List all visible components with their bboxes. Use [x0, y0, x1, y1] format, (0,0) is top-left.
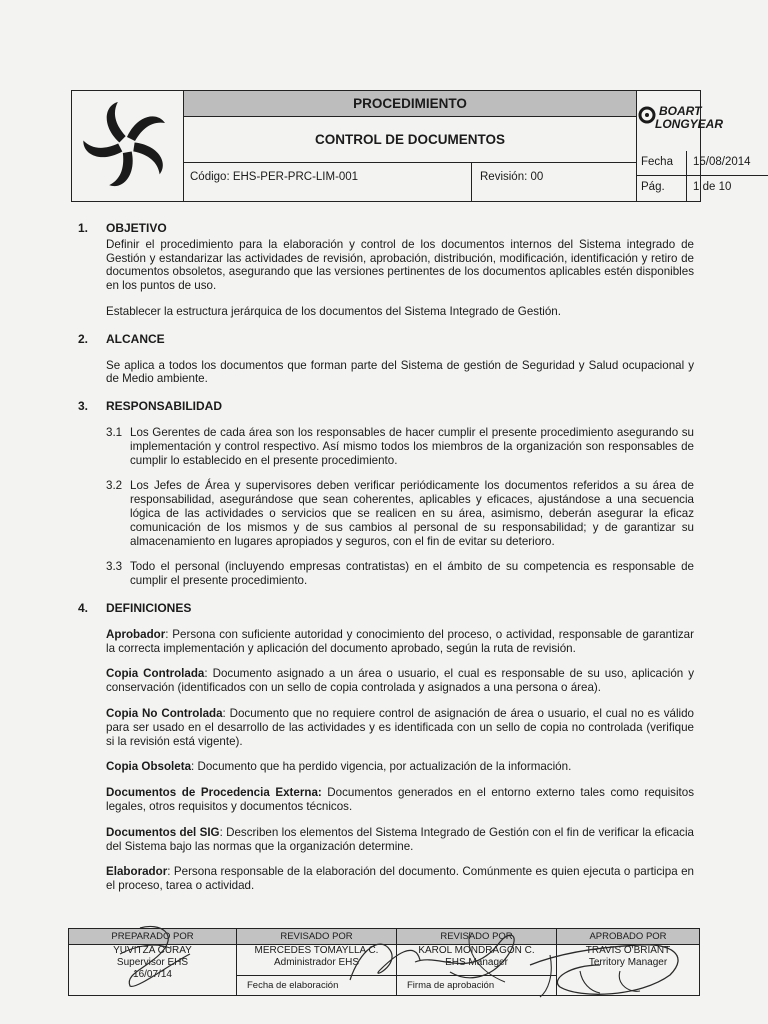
- section-title: ALCANCE: [106, 331, 165, 346]
- term: Copia Obsoleta: [106, 760, 192, 774]
- list-item: [106, 426, 694, 467]
- definition-aprobador: [106, 628, 694, 656]
- item-text: Todo el personal (incluyendo empresas contratistas) en el ámbito de su competencia es responsable de cumplir el presente procedimiento.: [130, 560, 694, 588]
- term: Aprobador: [106, 627, 166, 641]
- fecha-row: [637, 151, 768, 176]
- term: Copia Controlada: [106, 667, 205, 681]
- approved-by-header: APROBADO POR: [557, 929, 699, 945]
- section-title: OBJETIVO: [106, 221, 167, 235]
- item-text: Los Gerentes de cada área son los responsables de hacer cumplir el presente procedimiento asegurando su implementación y control respectivo. Así mismo todos los miembros de la organización son responsables de cumplir lo establecido en el presente procedimiento.: [130, 425, 694, 467]
- item-text: Los Jefes de Área y supervisores deben verificar periódicamente los documentos referidos a su área de responsabilidad, asegurándose que sean coherentes, aplicables y eficaces, ajustándose a una secuencia lógica de las actividades o servicios que se realicen en su área, asimismo, deberán asegurar la eficaz comunicación de los mismos y de sus cambios al personal de su responsabilidad; y de garantizar su almacenamiento en lugares apropiados y seguros, con el fin de evitar su deterioro.: [130, 479, 694, 548]
- document-header: [71, 90, 751, 202]
- item-number: 3.3: [106, 560, 123, 574]
- term: Elaborador: [106, 865, 168, 879]
- document-type: PROCEDIMIENTO: [184, 91, 636, 117]
- definition-copia-controlada: [106, 667, 694, 695]
- reviewed-by-role: Administrador EHS: [273, 957, 360, 968]
- signature-mark: [100, 924, 210, 992]
- section-title: RESPONSABILIDAD: [106, 399, 223, 414]
- definition: Documentos generados en el entorno externo tales como requisitos legales, otros requisitos y documentos técnicos.: [106, 786, 694, 813]
- paragraph: Definir el procedimiento para la elaboración y control de los documentos internos del Sistema integrado de Gestión y estandarizar las actividades de revisión, aprobación, distribución, modificación, identificación y retiro de documentos obsoletos, asegurando que las versiones pertinentes de los documentos aplicables estén disponibles en los puntos de uso.: [106, 237, 694, 293]
- prepared-by-date: 16/07/14: [133, 969, 172, 980]
- section-number: 1.: [78, 221, 89, 235]
- term: Documentos del SIG: [106, 825, 220, 839]
- definition: : Documento que ha perdido vigencia, por actualización de la información.: [191, 760, 572, 774]
- page-value: 1 de 10: [693, 181, 732, 193]
- definition: : Documento que no requiere control de asignación de área o usuario, el cual no es válido para ser usado en el desarrollo de las actividades y es identificada con un sello de copia no controlada (verifique si la revisión está vigente).: [106, 706, 695, 748]
- term: Copia No Controlada: [106, 706, 223, 720]
- reviewed-by-header: REVISADO POR: [237, 929, 396, 945]
- approved-by-role: Territory Manager: [588, 957, 668, 968]
- definition: : Documento asignado a un área o usuario, el cual es responsable de su uso, aplicación y conservación (identificados con un sello de copia controlada y asignados a una persona o área).: [106, 667, 695, 695]
- item-number: 3.1: [106, 425, 123, 439]
- definition-copia-obsoleta: [106, 760, 694, 774]
- definition-copia-no-controlada: [106, 707, 694, 748]
- section-number: 2.: [78, 331, 89, 346]
- document-title: CONTROL DE DOCUMENTOS: [184, 117, 636, 163]
- document-revision: Revisión: 00: [480, 171, 544, 183]
- list-item: [106, 560, 694, 588]
- section-title: DEFINICIONES: [106, 600, 192, 615]
- document-code: Código: EHS-PER-PRC-LIM-001: [184, 163, 472, 201]
- section-definiciones-heading: [78, 602, 694, 616]
- document-body: [78, 222, 694, 893]
- page-label: Pág.: [637, 176, 687, 201]
- term: Documentos de Procedencia Externa:: [106, 786, 322, 800]
- prepared-by-role: Supervisor EHS: [116, 957, 189, 968]
- section-number: 4.: [78, 600, 89, 615]
- prepared-by-name: YUVITZA CURAY: [113, 945, 192, 956]
- definition-procedencia-externa: [106, 786, 694, 814]
- brand-line-2: LONGYEAR: [655, 117, 724, 131]
- approval-signature-label: Firma de aprobación: [397, 975, 556, 995]
- section-responsabilidad-heading: [78, 400, 694, 414]
- list-item: [106, 479, 694, 548]
- definition: : Persona con suficiente autoridad y conocimiento del proceso, o actividad, responsable de garantizar la correcta implementación y aplicación del documento aprobado, según la ruta de revisión.: [106, 627, 694, 655]
- page-row: [637, 176, 768, 201]
- definition-documentos-sig: [106, 826, 694, 854]
- prepared-by-header: PREPARADO POR: [69, 929, 236, 945]
- definition: : Describen los elementos del Sistema Integrado de Gestión con el fin de verificar la eficacia del Sistema bajo las normas que la organización determine.: [106, 825, 694, 853]
- paragraph: Se aplica a todos los documentos que forman parte del Sistema de gestión de Seguridad y Salud ocupacional y de Medio ambiente.: [106, 358, 694, 386]
- section-objetivo-heading: [78, 222, 694, 236]
- fecha-value: 15/08/2014: [693, 156, 751, 168]
- fecha-label: Fecha: [637, 151, 687, 175]
- section-number: 3.: [78, 399, 89, 414]
- section-alcance-heading: [78, 333, 694, 347]
- brand-logo-cell: [636, 91, 724, 151]
- definition: : Persona responsable de la elaboración del documento. Comúnmente es quien ejecuta o participa en el proceso, tarea o actividad.: [106, 865, 694, 893]
- document-meta: [636, 151, 768, 201]
- elaboration-date-label: Fecha de elaboración: [237, 975, 396, 995]
- item-number: 3.2: [106, 479, 123, 493]
- reviewed-by-role: EHS Manager: [445, 957, 508, 968]
- reviewed-by-name: KAROL MONDRAGON C.: [418, 945, 535, 956]
- definition-elaborador: [106, 865, 694, 893]
- pinwheel-logo-icon: [72, 91, 182, 199]
- paragraph: Establecer la estructura jerárquica de los documentos del Sistema Integrado de Gestión.: [106, 304, 561, 318]
- reviewed-by-header: REVISADO POR: [397, 929, 556, 945]
- signature-mark: [520, 935, 700, 1003]
- approved-by-name: TRAVIS O'BRIANT: [585, 945, 671, 956]
- reviewed-by-name: MERCEDES TOMAYLLA C.: [254, 945, 379, 956]
- brand-line-1: BOART: [659, 104, 702, 118]
- company-logo-cell: [72, 91, 184, 201]
